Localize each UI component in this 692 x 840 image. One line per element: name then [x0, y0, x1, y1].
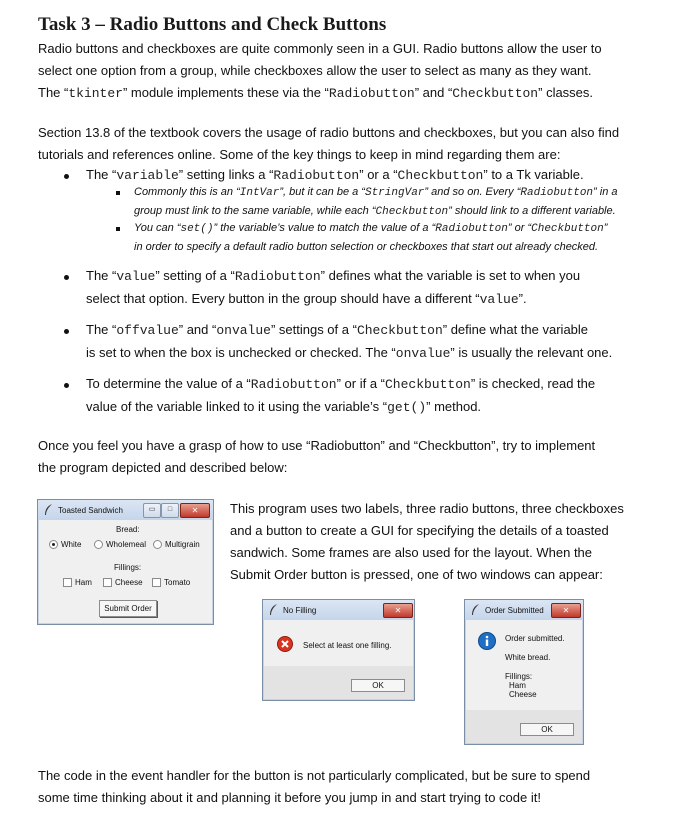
feather-icon: [471, 604, 480, 615]
submitted-line-4: Ham: [509, 681, 526, 690]
bullet-variable: The “variable” setting links a “Radiobutton” or a “Checkbutton” to a Tk variable.: [86, 167, 584, 183]
bullet-value: The “value” setting of a “Radiobutton” defines what the variable is set to when you select that option. Every button in the group should have a different “value”.: [86, 268, 581, 307]
fillings-label: Fillings:: [114, 563, 142, 572]
submitted-line-1: Order submitted.: [505, 634, 565, 643]
intro-line-2: select one option from a group, while checkboxes allow the user to select as many as they want.: [38, 63, 592, 78]
closing-paragraph: The code in the event handler for the button is not particularly complicated, but be sure to spend some time thinking about it and planning it before you jump in and start trying to code it!: [38, 768, 591, 805]
once-paragraph: Once you feel you have a grasp of how to use “Radiobutton” and “Checkbutton”, try to implement the program depicted and described below:: [38, 438, 596, 475]
radio-wholemeal[interactable]: Wholemeal: [94, 540, 146, 549]
no-filling-window: [262, 599, 415, 701]
feather-icon: [44, 504, 53, 515]
bread-label: Bread:: [116, 525, 140, 534]
ok-button[interactable]: OK: [520, 723, 574, 736]
sub-bullet-intvar: Commonly this is an “IntVar”, but it can be a “StringVar” and so on. Every “Radiobutton” in a group must link to the same variable, while each “Checkbutton” should link to a different variable.: [134, 186, 618, 218]
submitted-line-5: Cheese: [509, 690, 537, 699]
radio-multigrain[interactable]: Multigrain: [153, 540, 200, 549]
sub-bullet-marker: [116, 227, 120, 231]
window-title-bar: No Filling ✕: [263, 600, 414, 620]
check-ham[interactable]: Ham: [63, 578, 92, 587]
bullet-offvalue: The “offvalue” and “onvalue” settings of a “Checkbutton” define what the variable is set to when the box is unchecked or checked. The “onvalue” is usually the relevant one.: [86, 322, 613, 361]
intro-line-3: The “tkinter” module implements these via the “Radiobutton” and “Checkbutton” classes.: [38, 85, 594, 101]
bullet-marker: [64, 174, 69, 179]
radio-white[interactable]: White: [49, 540, 81, 549]
intro-line-1: Radio buttons and checkboxes are quite commonly seen in a GUI. Radio buttons allow the user to: [38, 41, 602, 56]
bullet-marker: [64, 383, 69, 388]
section-line-1: Section 13.8 of the textbook covers the usage of radio buttons and checkboxes, but you can also find: [38, 125, 620, 140]
submit-order-button[interactable]: Submit Order: [99, 600, 157, 617]
section-paragraph: [38, 122, 619, 166]
bullet-marker: [64, 329, 69, 334]
minimize-button[interactable]: ▭: [143, 503, 161, 518]
sub-bullet-set: You can “set()” the variable’s value to match the value of a “Radiobutton” or “Checkbutton” in order to specify a default radio button selection or checkboxes that start out already checked.: [134, 222, 608, 253]
close-button[interactable]: ✕: [180, 503, 210, 518]
order-submitted-window: [464, 599, 584, 745]
bullet-get: To determine the value of a “Radiobutton” or if a “Checkbutton” is checked, read the value of the variable linked to it using the variable’s “get()” method.: [86, 376, 596, 415]
feather-icon: [269, 604, 278, 615]
error-icon: [277, 636, 293, 652]
info-icon: [478, 632, 496, 650]
bullet-marker: [64, 275, 69, 280]
window-title-bar: Order Submitted ✕: [465, 600, 583, 620]
submitted-line-2: White bread.: [505, 653, 551, 662]
maximize-button[interactable]: □: [161, 503, 179, 518]
intro-paragraph: [38, 38, 602, 105]
no-filling-message: Select at least one filling.: [303, 641, 392, 650]
close-button[interactable]: ✕: [551, 603, 581, 618]
toasted-sandwich-window: [37, 499, 214, 625]
check-tomato[interactable]: Tomato: [152, 578, 190, 587]
program-description: This program uses two labels, three radio buttons, three checkboxes and a button to create a GUI for specifying the details of a toasted sandwich. Some frames are also used for the layout. When the Submit Order button is pressed, one of two windows can appear:: [230, 501, 624, 582]
close-button[interactable]: ✕: [383, 603, 413, 618]
sub-bullet-marker: [116, 191, 120, 195]
window-title-bar: Toasted Sandwich ▭ □ ✕: [38, 500, 213, 520]
check-cheese[interactable]: Cheese: [103, 578, 143, 587]
task-heading: Task 3 – Radio Buttons and Check Buttons: [38, 14, 387, 35]
section-line-2: tutorials and references online. Some of the key things to keep in mind regarding them are:: [38, 147, 561, 162]
submitted-line-3: Fillings:: [505, 672, 533, 681]
ok-button[interactable]: OK: [351, 679, 405, 692]
